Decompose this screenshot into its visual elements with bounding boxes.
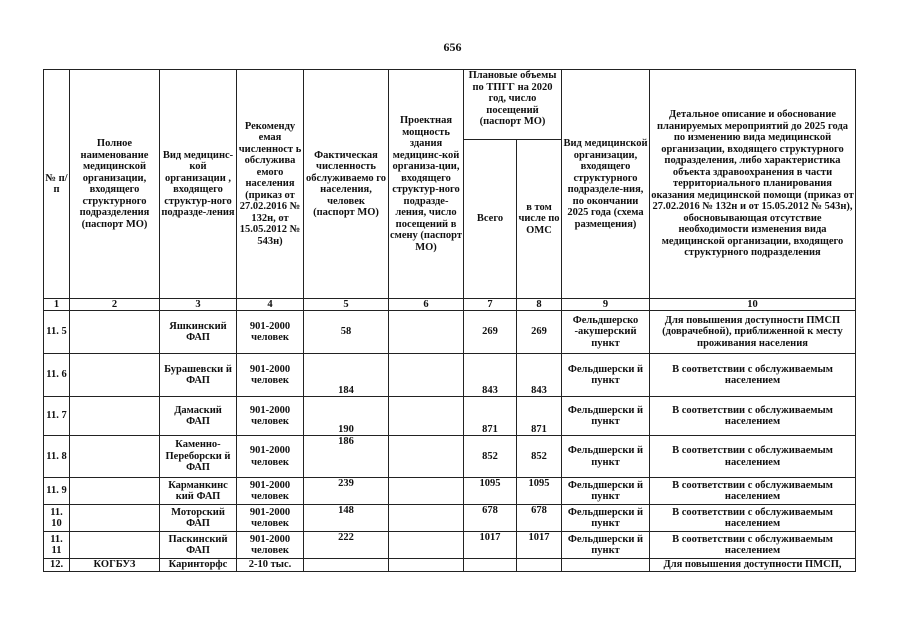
row-oms: 678 (517, 505, 562, 532)
col-index: 6 (389, 299, 464, 311)
header-oms: в том числе по ОМС (517, 140, 562, 299)
table-row (44, 354, 856, 397)
row-description: В соответствии с обслуживаемым населением (650, 354, 856, 397)
row-kind: Моторский ФАП (160, 505, 237, 532)
row-name: КОГБУЗ (70, 559, 160, 572)
row-recommended: 901-2000 человек (237, 311, 304, 354)
col-index: 9 (562, 299, 650, 311)
header-total: Всего (464, 140, 517, 299)
row-capacity (389, 354, 464, 397)
row-oms: 843 (517, 354, 562, 397)
row-capacity (389, 436, 464, 478)
row-kind-2025: Фельдшерски й пункт (562, 478, 650, 505)
row-kind: Каринторфс (160, 559, 237, 572)
row-total: 678 (464, 505, 517, 532)
row-kind-2025: Фельдшерски й пункт (562, 397, 650, 436)
row-number: 12. (44, 559, 70, 572)
table-row (44, 532, 856, 559)
row-oms (517, 559, 562, 572)
row-oms: 1095 (517, 478, 562, 505)
header-number: № п/п (44, 70, 70, 299)
row-total: 843 (464, 354, 517, 397)
row-description: Для повышения доступности ПМСП (доврачебной), приближенной к месту проживания населения (650, 311, 856, 354)
header-description: Детальное описание и обоснование планируемых мероприятий до 2025 года по изменению вида медицинской организации, входящего структурного подразделения, либо характеристика объекта здравоохранения в части территориального планирования оказания медицинской помощи (приказ от 27.02.2016 № 132н и от 15.05.2012 № 543н), обосновывающая отсутствие необходимости изменения вида медицинской организации, входящего структурного подразделения (650, 70, 856, 299)
row-recommended: 901-2000 человек (237, 354, 304, 397)
page-number: 656 (443, 40, 462, 54)
row-recommended: 901-2000 человек (237, 478, 304, 505)
header-org-kind: Вид медицинс-кой организации , входящего структур-ного подразде-ления (160, 70, 237, 299)
row-capacity (389, 559, 464, 572)
row-description: В соответствии с обслуживаемым населением (650, 505, 856, 532)
row-name (70, 505, 160, 532)
row-description: В соответствии с обслуживаемым населением (650, 478, 856, 505)
row-recommended: 901-2000 человек (237, 436, 304, 478)
row-name (70, 354, 160, 397)
row-recommended: 901-2000 человек (237, 532, 304, 559)
row-capacity (389, 478, 464, 505)
col-index: 5 (304, 299, 389, 311)
row-fact: 58 (304, 311, 389, 354)
col-index: 3 (160, 299, 237, 311)
row-total: 1017 (464, 532, 517, 559)
row-kind: Яшкинский ФАП (160, 311, 237, 354)
row-total: 871 (464, 397, 517, 436)
row-kind-2025: Фельдшерски й пункт (562, 505, 650, 532)
row-description: В соответствии с обслуживаемым населением (650, 532, 856, 559)
row-kind-2025: Фельдшерски й пункт (562, 436, 650, 478)
col-index: 2 (70, 299, 160, 311)
row-number: 11. 11 (44, 532, 70, 559)
row-capacity (389, 505, 464, 532)
row-recommended: 901-2000 человек (237, 397, 304, 436)
row-number: 11. 7 (44, 397, 70, 436)
data-table (43, 69, 856, 572)
row-kind: Дамаский ФАП (160, 397, 237, 436)
row-description: В соответствии с обслуживаемым населением (650, 436, 856, 478)
row-kind-2025: Фельдшерско -акушерский пункт (562, 311, 650, 354)
header-full-name: Полное наименование медицинской организации, входящего структурного подразделения (паспорт МО) (70, 70, 160, 299)
row-total: 852 (464, 436, 517, 478)
row-name (70, 397, 160, 436)
row-recommended: 2-10 тыс. (237, 559, 304, 572)
header-recommended-population: Рекоменду емая численност ь обслужива емого населения (приказ от 27.02.2016 № 132н, от 15.05.2012 № 543н) (237, 70, 304, 299)
row-fact: 148 (304, 505, 389, 532)
table-row (44, 436, 856, 478)
row-description: В соответствии с обслуживаемым населением (650, 397, 856, 436)
row-number: 11. 6 (44, 354, 70, 397)
row-kind: Бурашевски й ФАП (160, 354, 237, 397)
row-name (70, 478, 160, 505)
row-recommended: 901-2000 человек (237, 505, 304, 532)
col-index: 8 (517, 299, 562, 311)
row-name (70, 532, 160, 559)
header-capacity: Проектная мощность здания медицинс-кой организа-ции, входящего структур-ного подразде-ления, число посещений в смену (паспорт МО) (389, 70, 464, 299)
row-number: 11. 9 (44, 478, 70, 505)
col-index: 7 (464, 299, 517, 311)
row-name (70, 311, 160, 354)
header-planned-volumes: Плановые объемы по ТПГГ на 2020 год, число посещений (паспорт МО) (464, 70, 562, 140)
col-index: 4 (237, 299, 304, 311)
row-number: 11. 5 (44, 311, 70, 354)
row-oms: 1017 (517, 532, 562, 559)
row-fact (304, 559, 389, 572)
row-number: 11. 8 (44, 436, 70, 478)
row-kind: Каменно-Переборски й ФАП (160, 436, 237, 478)
table-row (44, 478, 856, 505)
row-oms: 269 (517, 311, 562, 354)
col-index: 10 (650, 299, 856, 311)
row-kind: Паскинский ФАП (160, 532, 237, 559)
header-actual-population: Фактическая численность обслуживаемо го населения, человек (паспорт МО) (304, 70, 389, 299)
row-kind: Карманкинс кий ФАП (160, 478, 237, 505)
table-row (44, 505, 856, 532)
row-oms: 871 (517, 397, 562, 436)
row-name (70, 436, 160, 478)
row-oms: 852 (517, 436, 562, 478)
header-kind-2025: Вид медицинской организации, входящего структурного подразделе-ния, по окончании 2025 года (схема размещения) (562, 70, 650, 299)
row-capacity (389, 397, 464, 436)
col-index: 1 (44, 299, 70, 311)
row-kind-2025: Фельдшерски й пункт (562, 532, 650, 559)
row-fact: 239 (304, 478, 389, 505)
row-kind-2025 (562, 559, 650, 572)
row-description: Для повышения доступности ПМСП, (650, 559, 856, 572)
row-fact: 190 (304, 397, 389, 436)
row-number: 11. 10 (44, 505, 70, 532)
table-row (44, 397, 856, 436)
row-fact: 186 (304, 436, 389, 478)
row-total: 269 (464, 311, 517, 354)
row-kind-2025: Фельдшерски й пункт (562, 354, 650, 397)
row-total (464, 559, 517, 572)
row-capacity (389, 311, 464, 354)
table-row (44, 559, 856, 572)
row-total: 1095 (464, 478, 517, 505)
row-capacity (389, 532, 464, 559)
table-row (44, 311, 856, 354)
row-fact: 184 (304, 354, 389, 397)
row-fact: 222 (304, 532, 389, 559)
